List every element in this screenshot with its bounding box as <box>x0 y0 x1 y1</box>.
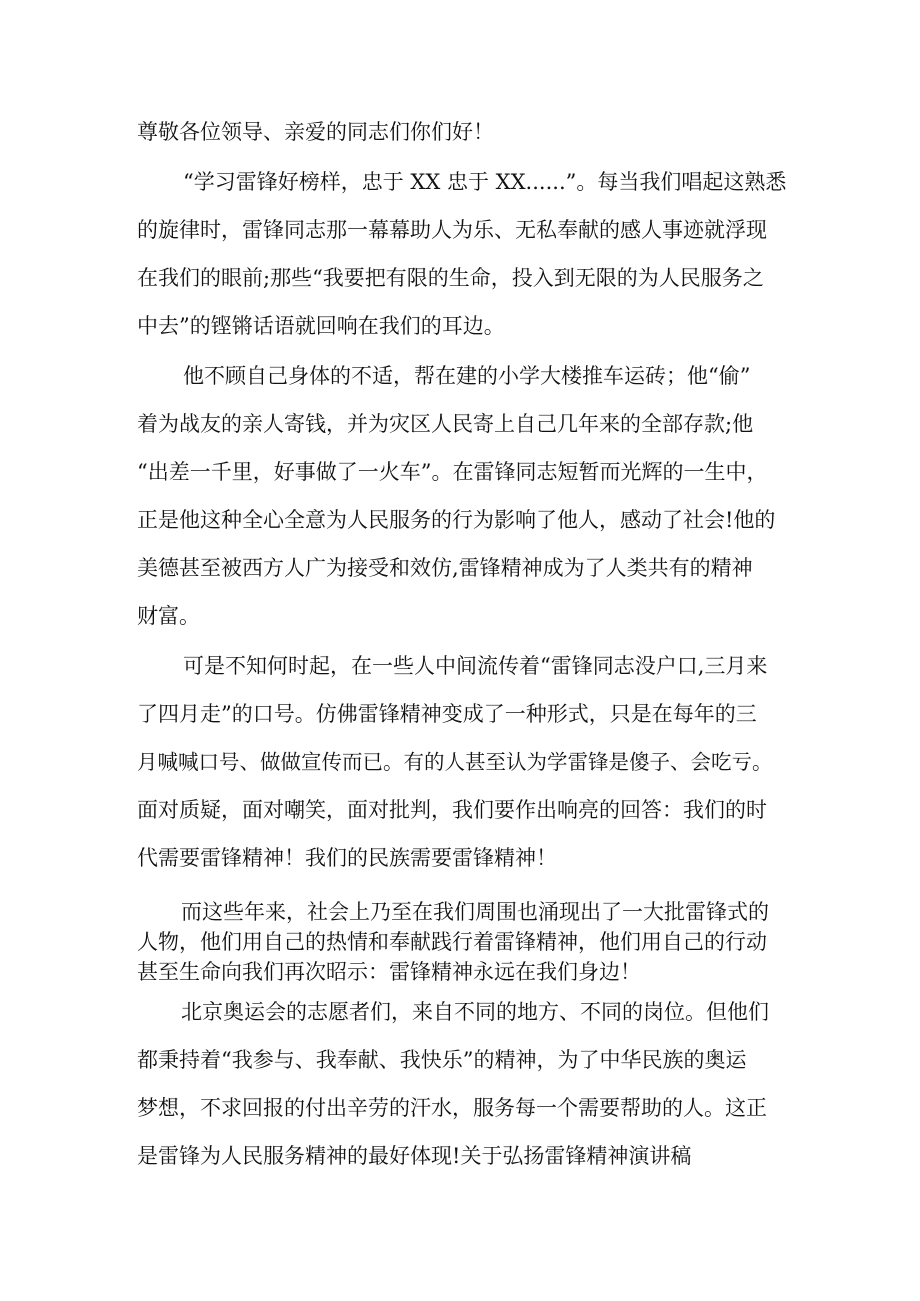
paragraph-3-line-1: 可是不知何时起，在一些人中间流传着“雷锋同志没户口,三月来 <box>183 654 768 678</box>
paragraph-2-line-1: 他不顾自己身体的不适，帮在建的小学大楼推车运砖；他“偷” <box>183 364 751 388</box>
paragraph-3-line-3: 月喊喊口号、做做宣传而已。有的人甚至认为学雷锋是傻子、会吃亏。 <box>137 750 773 774</box>
paragraph-4-line-2: 人物，他们用自己的热情和奉献践行着雷锋精神，他们用自己的行动 <box>137 930 767 954</box>
paragraph-3-line-4: 面对质疑，面对嘲笑，面对批判，我们要作出响亮的回答：我们的时 <box>137 798 767 822</box>
paragraph-4-line-3: 甚至生命向我们再次昭示：雷锋精神永远在我们身边！ <box>137 960 641 984</box>
paragraph-5-line-3: 梦想，不求回报的付出辛劳的汗水，服务每一个需要帮助的人。这正 <box>137 1096 767 1120</box>
paragraph-5-line-2: 都秉持着“我参与、我奉献、我快乐”的精神，为了中华民族的奥运 <box>137 1048 747 1072</box>
paragraph-3-line-5: 代需要雷锋精神！我们的民族需要雷锋精神！ <box>137 846 557 870</box>
paragraph-1-line-3: 在我们的眼前;那些“我要把有限的生命，投入到无限的为人民服务之 <box>137 266 764 290</box>
greeting-line: 尊敬各位领导、亲爱的同志们你们好！ <box>137 120 494 144</box>
paragraph-1-line-4: 中去”的铿锵话语就回响在我们的耳边。 <box>137 314 505 338</box>
paragraph-2-line-6: 财富。 <box>137 604 200 628</box>
paragraph-5-line-1: 北京奥运会的志愿者们，来自不同的地方、不同的岗位。但他们 <box>181 1000 769 1024</box>
paragraph-3-line-2: 了四月走”的口号。仿佛雷锋精神变成了一种形式，只是在每年的三 <box>137 702 757 726</box>
paragraph-1-line-1: “学习雷锋好榜样，忠于 XX 忠于 XX......”。每当我们唱起这熟悉 <box>183 170 787 194</box>
paragraph-2-line-5: 美德甚至被西方人广为接受和效仿,雷锋精神成为了人类共有的精神 <box>137 556 753 580</box>
paragraph-2-line-2: 着为战友的亲人寄钱，并为灾区人民寄上自己几年来的全部存款;他 <box>137 412 754 436</box>
paragraph-2-line-4: 正是他这种全心全意为人民服务的行为影响了他人，感动了社会!他的 <box>137 508 776 532</box>
paragraph-4-line-1: 而这些年来，社会上乃至在我们周围也涌现出了一大批雷锋式的 <box>181 900 769 924</box>
paragraph-5-line-4: 是雷锋为人民服务精神的最好体现!关于弘扬雷锋精神演讲稿 <box>137 1144 692 1168</box>
paragraph-1-line-2: 的旋律时，雷锋同志那一幕幕助人为乐、无私奉献的感人事迹就浮现 <box>137 218 767 242</box>
paragraph-2-line-3: “出差一千里，好事做了一火车”。在雷锋同志短暂而光辉的一生中， <box>137 460 768 484</box>
